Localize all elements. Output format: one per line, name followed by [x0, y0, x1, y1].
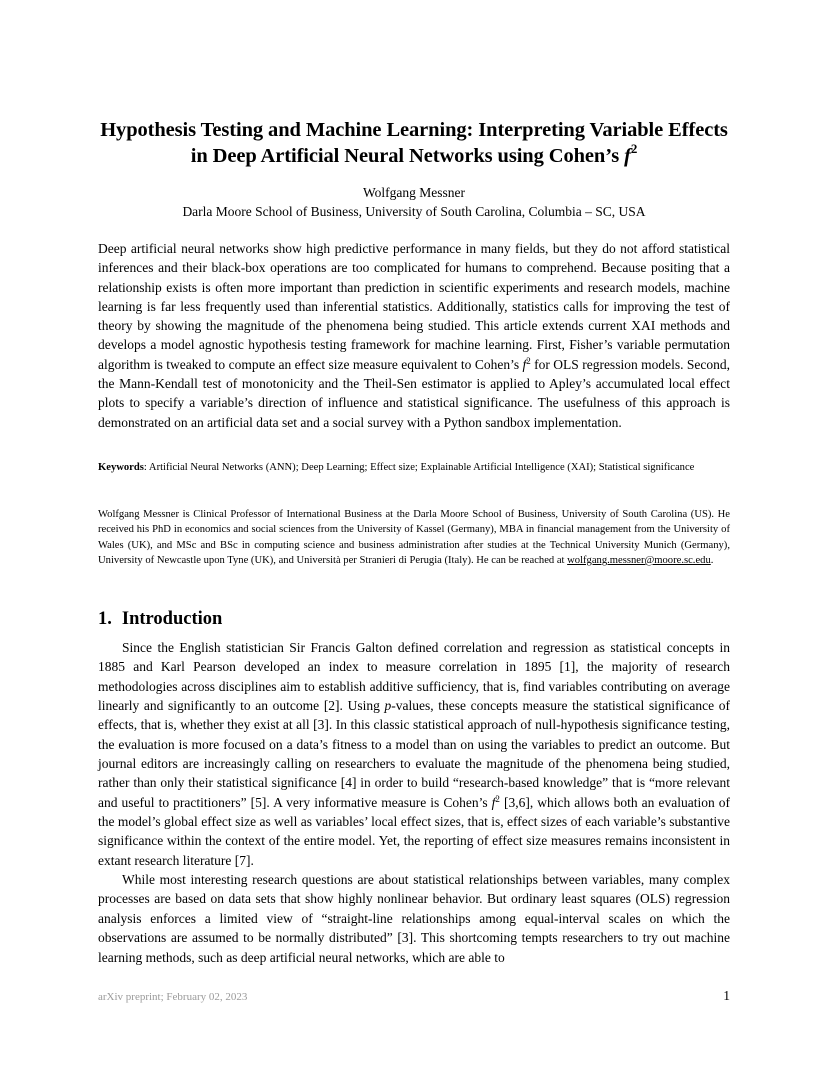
- footer-preprint-date: arXiv preprint; February 02, 2023: [98, 991, 248, 1003]
- introduction-body: [98, 638, 730, 967]
- page-number: 1: [723, 988, 730, 1003]
- intro-p1-text-a: Since the English statistician Sir Francis Galton defined correlation and regression as statistical concepts in 1885 and Karl Pearson developed an index to measure correlation in 1895 [1], the majority of research methodologies across disciplines aim to establish additive sufficiency, that is, find variables contributing on average linearly and significantly to an outcome [2]. Using: [98, 640, 730, 714]
- intro-paragraph-1: [98, 638, 730, 870]
- bio-text: Wolfgang Messner is Clinical Professor of International Business at the Darla Moore School of Business, University of South Carolina (US). He received his PhD in economics and social sciences from the University of Kassel (Germany), MBA in financial management from the University of Wales (UK), and MSc and BSc in computing science and business administration after studies at the Technical University Munich (Germany), University of Newcastle upon Tyne (UK), and Università per Stranieri di Perugia (Italy). He can be reached at: [98, 509, 730, 566]
- author-name: Wolfgang Messner: [362, 185, 465, 200]
- intro-paragraph-2: While most interesting research questions are about statistical relationships between variables, many complex processes are based on data sets that show highly nonlinear behavior. But ordinary least squares (OLS) regression analysis enforces a limited view of “straight-line relationships among equal-interval scales on which the observations are assumed to be normally distributed” [3]. This shortcoming tempts researchers to try out machine learning methods, such as deep artificial neural networks, which are able to: [98, 872, 730, 965]
- abstract: [98, 239, 730, 432]
- abstract-text-1: Deep artificial neural networks show high predictive performance in many fields, but they do not afford statistical inferences and their black-box operations are too complicated for humans to comprehend. Because positing that a relationship exists is often more important than prediction in scientific experiments and research models, machine learning is far less frequently used than inferential statistics. Additionally, statistics calls for improving the test of theory by showing the magnitude of the phenomena being studied. This article extends current XAI methods and develops a model agnostic hypothesis testing framework for machine learning. First, Fisher’s variable permutation algorithm is tweaked to compute an effect size measure equivalent to Cohen’s: [98, 241, 730, 372]
- title-line-2: [60, 143, 768, 169]
- intro-p-symbol: p: [384, 698, 392, 714]
- intro-f-symbol: f: [491, 794, 496, 810]
- author-email-link[interactable]: wolfgang.messner@moore.sc.edu: [567, 554, 711, 566]
- title-line-2-text: in Deep Artificial Neural Networks using Cohen’s: [190, 145, 625, 167]
- abstract-f-symbol: f: [522, 356, 527, 372]
- section-title: Introduction: [121, 609, 223, 629]
- intro-exponent: 2: [495, 793, 500, 804]
- keywords-label: Keywords: [98, 462, 144, 473]
- title-exponent: 2: [630, 141, 638, 156]
- intro-p1-text-c: [3,6], which allows both an evaluation of the model’s global effect size as well as variables’ local effect sizes, that is, effect sizes of each variable’s substantive significance within the context of the entire model. Yet, the reporting of effect size measures remains inconsistent in extant research literature [7].: [98, 794, 730, 868]
- section-heading-introduction: [98, 607, 222, 631]
- abstract-text-2: for OLS regression models. Second, the Mann-Kendall test of monotonicity and the Theil-Sen estimator is applied to Apley’s accumulated local effect plots to specify a variable’s direction of influence and statistical significance. The usefulness of this approach is demonstrated on an artificial data set and a social survey with a Python sandbox implementation.: [98, 356, 730, 430]
- section-number: 1.: [98, 609, 112, 629]
- abstract-exponent: 2: [526, 355, 531, 366]
- title-f-symbol: f: [624, 145, 631, 167]
- author-bio: [98, 507, 730, 568]
- bio-end: .: [710, 554, 714, 566]
- author-affiliation: Darla Moore School of Business, University of South Carolina, Columbia – SC, USA: [182, 204, 646, 219]
- paper-title: [60, 117, 768, 169]
- intro-p1-text-b: -values, these concepts measure the statistical significance of effects, that is, whether they exist at all [3]. In this classic statistical approach of null-hypothesis significance testing, the evaluation is more focused on a data’s fitness to a model than on using the variables to predict an outcome. But journal editors are increasingly calling on researchers to evaluate the magnitude of the phenomena being studied, rather than only their statistical significance [4] in order to build “research-based knowledge” that is “more relevant and useful to practitioners” [5]. A very informative measure is Cohen’s: [98, 698, 731, 810]
- keywords: [98, 460, 730, 475]
- title-line-1: Hypothesis Testing and Machine Learning: Interpreting Variable Effects: [100, 119, 728, 141]
- keywords-text: : Artificial Neural Networks (ANN); Deep Learning; Effect size; Explainable Artificial Intelligence (XAI); Statistical significance: [143, 462, 695, 473]
